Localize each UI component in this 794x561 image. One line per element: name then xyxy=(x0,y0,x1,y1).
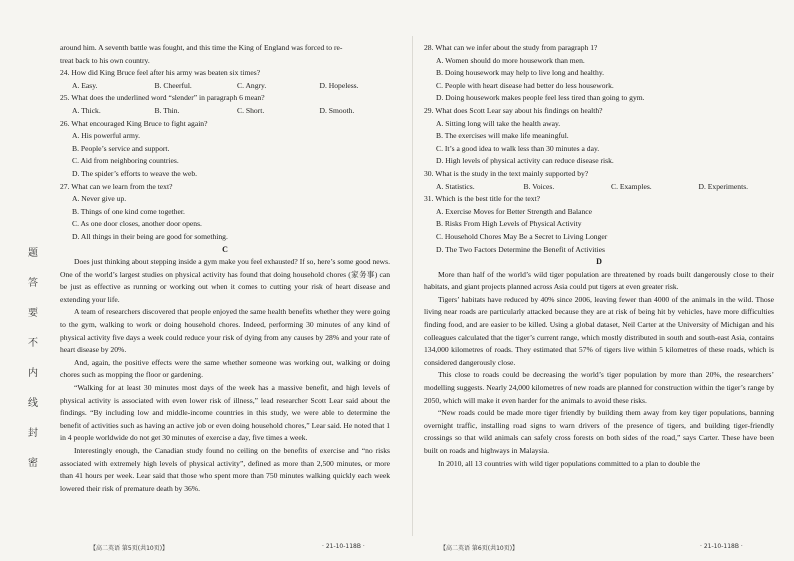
footer-code-left: · 21-10-118B · xyxy=(322,543,365,550)
section-heading-c: C xyxy=(222,244,228,254)
option: C. Household Chores May Be a Secret to Living Longer xyxy=(436,231,608,241)
option: C. It’s a good idea to walk less than 30 minutes a day. xyxy=(436,143,600,153)
question-27: 27. What can we learn from the text? xyxy=(60,181,173,191)
option: D. Smooth. xyxy=(319,105,355,115)
passage-paragraph: More than half of the world’s wild tiger population are threatened by roads built dangerously close to their habitats, and giant projects planned across Asia could put tigers at even greater risk. xyxy=(424,269,774,292)
question-31: 31. Which is the best title for the text? xyxy=(424,194,541,204)
option: A. Exercise Moves for Better Strength and Balance xyxy=(436,206,593,216)
passage-paragraph: “New roads could be made more tiger friendly by building them away from key tiger populations, banning overnight traffic, installing road signs to warn drivers of the presence of tigers, and building tiger-friendly crossings so that wild animals can safely cross forests on both sides of the road,” says Carter. These have been built on roads and highways in Malaysia. xyxy=(424,408,774,455)
question-25: 25. What does the underlined word “slender” in paragraph 6 mean? xyxy=(60,93,265,103)
margin-seal-char: 不 xyxy=(28,338,38,349)
option: B. Cheerful. xyxy=(154,80,192,90)
question-29: 29. What does Scott Lear say about his findings on health? xyxy=(424,105,603,115)
option: D. Experiments. xyxy=(698,181,749,191)
margin-seal-char: 题 xyxy=(28,248,38,259)
margin-seal-char: 要 xyxy=(28,308,38,319)
option: D. High levels of physical activity can reduce disease risk. xyxy=(436,156,614,166)
option: D. Hopeless. xyxy=(319,80,359,90)
option: C. Short. xyxy=(237,105,265,115)
passage-paragraph: Tigers’ habitats have reduced by 40% since 2006, leaving fewer than 4000 of the animals in the wild. Those living near roads are particularly attacked because they are at risk of being hit by vehicles, have more difficulties finding food, and are easier to be killed. Using a global dataset, Neil Carter at the University of Michigan and his colleagues calculated that the tiger’s current range, which mostly distributed in south and south-east Asia, contains 134,000 kilometres of roads. They estimated that 57% of tigers live within 5 kilometres of these roads, which is considered dangerously close. xyxy=(424,294,774,367)
question-30: 30. What is the study in the text mainly supported by? xyxy=(424,168,589,178)
passage-paragraph: And, again, the positive effects were the same whether someone was working out, walking or doing chores such as mopping the floor or gardening. xyxy=(60,357,390,380)
passage-paragraph: Interestingly enough, the Canadian study found no ceiling on the benefits of exercise and “no risks associated with extremely high levels of physical activity”, defined as more than 2,500 minutes, or more than 41 hours per week. Lear said that those who spent more than 750 minutes walking quickly each week lowered their risk of premature death by 36%. xyxy=(60,446,390,493)
option: A. Statistics. xyxy=(436,181,475,191)
option: A. His powerful army. xyxy=(72,131,141,141)
option: B. People’s service and support. xyxy=(72,143,170,153)
option: A. Women should do more housework than men. xyxy=(436,55,585,65)
question-25-options xyxy=(60,105,390,118)
option: D. All things in their being are good for something. xyxy=(72,231,228,241)
footer-page-label-left: 【高二英语 第5页(共10页)】 xyxy=(90,545,169,552)
section-heading-d: D xyxy=(596,257,602,267)
passage-paragraph: Does just thinking about stepping inside a gym make you feel exhausted? If so, here’s some good news. One of the world’s largest studies on physical activity has found that doing household chores (家务事) can be just as effective as running or working out when it comes to cutting your risk of heart disease and extending your life. xyxy=(60,257,390,304)
left-page-column xyxy=(60,42,390,495)
passage-paragraph: A team of researchers discovered that people enjoyed the same health benefits whether they were going to the gym, walking to work or doing household chores. Indeed, performing 30 minutes of any kind of physical activity five days a week could reduce your risk of dying from any causes by 28% and your rate of heart disease by 20%. xyxy=(60,307,390,355)
question-26: 26. What encouraged King Bruce to fight again? xyxy=(60,118,208,128)
option: D. The spider’s efforts to weave the web. xyxy=(72,168,198,178)
option: C. Examples. xyxy=(611,181,652,191)
margin-seal-char: 内 xyxy=(28,368,38,379)
option: A. Easy. xyxy=(72,80,98,90)
question-30-options xyxy=(424,181,774,194)
question-24: 24. How did King Bruce feel after his army was beaten six times? xyxy=(60,68,261,78)
passage-paragraph: “Walking for at least 30 minutes most days of the week has a massive benefit, and high levels of physical activity is associated with even lower risk of illness,” lead researcher Scott Lear said about the findings. “By including low and middle-income countries in this study, we were able to determine the benefit of activities such as having an active job or even doing household chores,” Lear said. He noted that 1 in 4 people worldwide do not get 30 minutes of exercise a day, five times a week. xyxy=(60,383,391,443)
option: A. Sitting long will take the health away. xyxy=(436,118,561,128)
option: C. As one door closes, another door opens. xyxy=(72,219,202,229)
option: D. The Two Factors Determine the Benefit of Activities xyxy=(436,244,605,254)
right-page-column xyxy=(424,42,774,470)
option: D. Doing housework makes people feel less tired than going to gym. xyxy=(436,93,645,103)
passage-paragraph: In 2010, all 13 countries with wild tiger populations committed to a plan to double the xyxy=(438,458,700,468)
footer-page-label-right: 【高二英语 第6页(共10页)】 xyxy=(440,545,519,552)
option: C. Angry. xyxy=(237,80,267,90)
option: B. Risks From High Levels of Physical Activity xyxy=(436,219,582,229)
question-28: 28. What can we infer about the study from paragraph 1? xyxy=(424,43,598,52)
option: B. Doing housework may help to live long and healthy. xyxy=(436,68,605,78)
option: B. The exercises will make life meaningful. xyxy=(436,131,569,141)
option: A. Never give up. xyxy=(72,194,127,204)
option: C. Aid from neighboring countries. xyxy=(72,156,179,166)
page-fold-divider xyxy=(412,36,413,536)
option: B. Voices. xyxy=(523,181,555,191)
footer-code-right: · 21-10-118B · xyxy=(700,543,743,550)
margin-seal-char: 线 xyxy=(28,398,38,409)
margin-seal-char: 封 xyxy=(28,428,38,439)
question-24-options xyxy=(60,80,390,93)
option: C. People with heart disease had better do less housework. xyxy=(436,80,614,90)
option: B. Thin. xyxy=(154,105,180,115)
lead-line: treat back to his own country. xyxy=(60,55,150,65)
margin-seal-char: 答 xyxy=(28,278,38,289)
margin-seal-char: 密 xyxy=(28,458,38,469)
passage-paragraph: This close to roads could be decreasing the world’s tiger population by more than 20%, the researchers’ modelling suggests. Nearly 24,000 kilometres of new roads are planned for construction within the tiger’s range by 2050, which will make it even harder for the animals to avoid these risks. xyxy=(424,370,774,405)
option: B. Things of one kind come together. xyxy=(72,206,185,216)
lead-line: around him. A seventh battle was fought, and this time the King of England was forced to re- xyxy=(60,43,343,52)
binding-margin xyxy=(0,0,52,561)
option: A. Thick. xyxy=(72,105,101,115)
